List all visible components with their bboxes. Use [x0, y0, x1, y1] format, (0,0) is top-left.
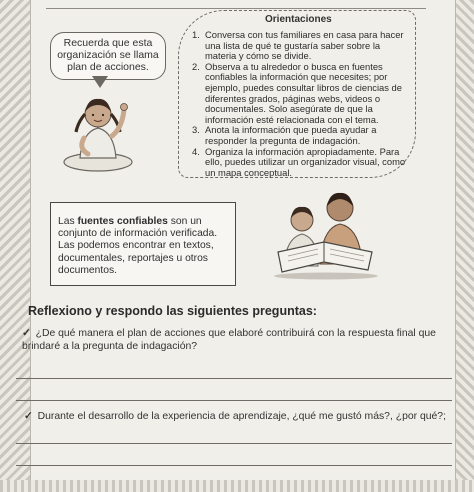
top-rule — [46, 8, 426, 9]
fuentes-confiables-text: Las fuentes confiables son un conjunto de información verificada. Las podemos encontrar en textos, documentales, reportajes u otros documentos. — [58, 216, 218, 276]
orientacion-item-4: 4. Organiza la información apropiadamente. Para ello, puedes utilizar un organizador visual, como un mapa conceptual. — [192, 145, 406, 178]
checkmark-icon: ✓ — [22, 328, 31, 339]
reflexion-title: Reflexiono y respondo las siguientes preguntas: — [28, 304, 317, 318]
question-2-text: Durante el desarrollo de la experiencia de aprendizaje, ¿qué me gustó más?, ¿por qué?; — [37, 411, 446, 422]
orientacion-item-1: 1. Conversa con tus familiares en casa para hacer una lista de qué te gustaría saber sobre la materia y cómo se divide. — [192, 29, 404, 62]
answer-line — [16, 400, 452, 401]
question-2 — [24, 410, 464, 423]
orientaciones-title: Orientaciones — [265, 14, 332, 25]
orientacion-item-3: 3. Anota la información que pueda ayudar a responder la pregunta de indagación. — [192, 124, 377, 146]
answer-line — [16, 465, 452, 466]
girl-illustration — [48, 88, 168, 174]
page-border-bottom — [0, 480, 474, 492]
question-1 — [22, 327, 462, 353]
orientaciones-list — [192, 30, 408, 178]
answer-line — [16, 378, 452, 379]
fuentes-confiables-term: fuentes confiables — [77, 216, 168, 227]
answer-line — [16, 443, 452, 444]
checkmark-icon: ✓ — [24, 411, 33, 422]
question-1-text: ¿De qué manera el plan de acciones que elaboré contribuirá con la respuesta final que brindaré a la pregunta de indagación? — [22, 328, 436, 352]
speech-bubble-text: Recuerda que esta organización se llama plan de acciones. — [57, 37, 159, 73]
reading-family-illustration — [268, 186, 388, 280]
speech-bubble-tail — [92, 76, 108, 88]
orientacion-item-2: 2. Observa a tu alrededor o busca en fuentes confiables la información que necesites; por ejemplo, puedes consultar libros de ciencias de diferentes grados, páginas webs, videos o documentales. Solo asegúrate de que la información esté relacionada con el tema. — [192, 60, 402, 125]
